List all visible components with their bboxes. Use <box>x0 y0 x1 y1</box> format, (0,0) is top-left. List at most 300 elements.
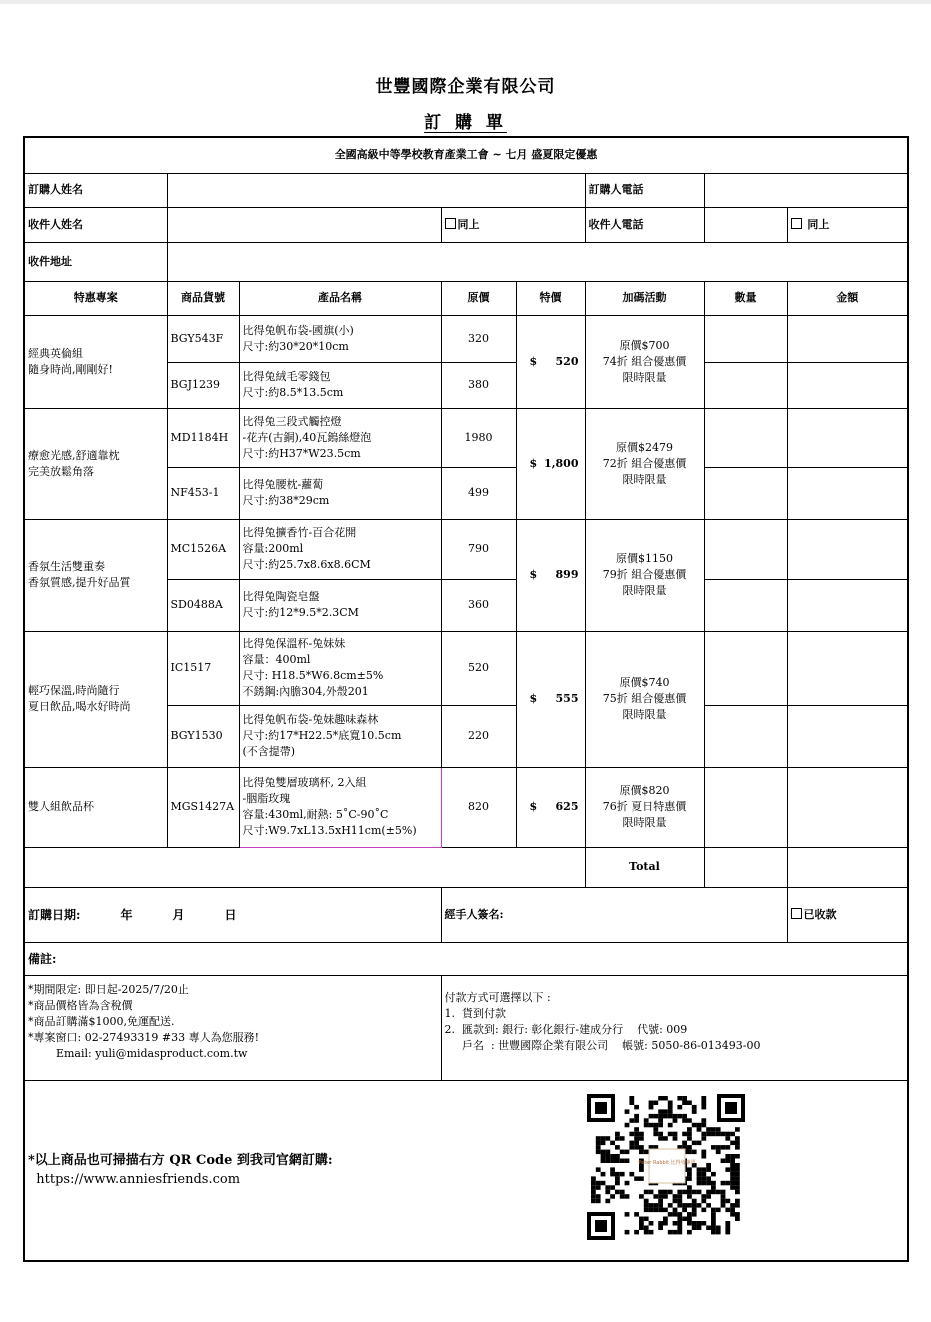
qr-module <box>677 1221 682 1226</box>
qr-module <box>658 1198 663 1203</box>
form-title: 訂 購 單 <box>424 113 507 133</box>
qr-module <box>663 1136 668 1141</box>
col-header-amount: 金額 <box>787 281 908 315</box>
column-header-row <box>24 281 908 315</box>
note-line: *期間限定: 即日起-2025/7/20止 <box>28 982 189 996</box>
qr-module <box>735 1180 740 1185</box>
qty-field[interactable] <box>704 767 787 847</box>
qr-module <box>605 1185 610 1190</box>
qty-field[interactable] <box>704 579 787 631</box>
product-name: 比得兔雙層玻璃杯, 2入組 -胭脂玫瑰 容量:430ml,耐熱: 5˚C-90˚C 尺寸:W9.7xL13.5xH11cm(±5%) <box>239 767 441 847</box>
qr-module <box>697 1189 702 1194</box>
qr-module <box>701 1096 706 1101</box>
qty-field[interactable] <box>704 631 787 705</box>
qr-module <box>610 1185 615 1190</box>
product-code: BGY543F <box>167 315 239 362</box>
total-spacer <box>24 847 585 887</box>
qr-module <box>682 1189 687 1194</box>
qr-module <box>591 1189 596 1194</box>
qr-module <box>673 1131 678 1136</box>
qr-module <box>653 1207 658 1212</box>
qr-module <box>629 1145 634 1150</box>
product-name: 比得兔帆布袋-兔妹趣味森林 尺寸:約17*H22.5*底寬10.5cm (不含提帶) <box>239 705 441 767</box>
qr-module <box>692 1104 697 1109</box>
qr-module <box>677 1096 682 1101</box>
qr-module <box>687 1167 692 1172</box>
qr-module <box>725 1145 730 1150</box>
qr-module <box>725 1229 730 1234</box>
remarks-label: 備註: <box>24 942 908 975</box>
qr-cell <box>516 1080 908 1261</box>
product-code: MGS1427A <box>167 767 239 847</box>
amount-field[interactable] <box>787 705 908 767</box>
qr-module <box>677 1189 682 1194</box>
checkbox-icon[interactable] <box>791 218 802 229</box>
qr-module <box>721 1131 726 1136</box>
qr-module <box>725 1154 730 1159</box>
qr-module <box>668 1229 673 1234</box>
qr-module <box>721 1189 726 1194</box>
col-header-name: 產品名稱 <box>239 281 441 315</box>
qr-module <box>716 1131 721 1136</box>
remarks-row <box>24 942 908 975</box>
qr-module <box>658 1221 663 1226</box>
qr-module <box>658 1225 663 1230</box>
qr-module <box>663 1096 668 1101</box>
qr-module <box>697 1171 702 1176</box>
qr-module <box>677 1104 682 1109</box>
product-row <box>24 519 908 579</box>
website-link[interactable]: https://www.anniesfriends.com <box>28 1172 241 1188</box>
qr-module <box>591 1185 596 1190</box>
qty-field[interactable] <box>704 705 787 767</box>
payment-line: 2. 匯款到: 銀行: 彰化銀行-建成分行 代號: 009 <box>444 1022 688 1036</box>
qr-module <box>663 1194 668 1199</box>
qr-module <box>658 1194 663 1199</box>
qr-module <box>596 1180 601 1185</box>
qr-module <box>653 1194 658 1199</box>
qr-module <box>601 1180 606 1185</box>
qr-module <box>625 1158 630 1163</box>
special-price: $ 1,800 <box>516 408 585 519</box>
qr-module <box>692 1189 697 1194</box>
qr-module <box>701 1136 706 1141</box>
qr-module <box>668 1212 673 1217</box>
qr-module <box>649 1229 654 1234</box>
qr-module <box>706 1180 711 1185</box>
qr-module <box>692 1221 697 1226</box>
receiver-row <box>24 207 908 242</box>
qr-module <box>716 1229 721 1234</box>
col-header-bonus: 加碼活動 <box>585 281 704 315</box>
qr-module <box>649 1221 654 1226</box>
qr-module <box>658 1109 663 1114</box>
qr-module <box>610 1167 615 1172</box>
qr-module <box>706 1131 711 1136</box>
qr-module <box>697 1221 702 1226</box>
qr-module <box>615 1136 620 1141</box>
product-row <box>24 767 908 847</box>
qr-module <box>716 1207 721 1212</box>
qr-module <box>605 1136 610 1141</box>
qr-module <box>668 1122 673 1127</box>
qr-module <box>644 1216 649 1221</box>
receiver-phone-field[interactable] <box>704 207 787 242</box>
product-code: IC1517 <box>167 631 239 705</box>
qr-module <box>634 1104 639 1109</box>
checkbox-icon[interactable] <box>445 218 456 229</box>
qr-module <box>591 1194 596 1199</box>
qr-module <box>692 1140 697 1145</box>
checkbox-icon[interactable] <box>791 908 802 919</box>
qr-module <box>725 1221 730 1226</box>
amount-field[interactable] <box>787 767 908 847</box>
qr-module <box>663 1207 668 1212</box>
qr-module <box>610 1171 615 1176</box>
qr-module <box>644 1118 649 1123</box>
qr-module <box>663 1189 668 1194</box>
qr-module <box>634 1136 639 1141</box>
qr-module <box>658 1203 663 1208</box>
qr-module <box>687 1216 692 1221</box>
qr-module <box>644 1149 649 1154</box>
qr-module <box>605 1154 610 1159</box>
qr-module <box>677 1203 682 1208</box>
qr-module <box>701 1104 706 1109</box>
qr-module <box>697 1122 702 1127</box>
qr-module <box>634 1118 639 1123</box>
qr-module <box>725 1207 730 1212</box>
qr-module <box>634 1229 639 1234</box>
product-code: BGJ1239 <box>167 362 239 408</box>
qr-module <box>677 1194 682 1199</box>
qr-module <box>701 1176 706 1181</box>
group-title: 輕巧保溫,時尚隨行 夏日飲品,喝水好時尚 <box>24 631 167 767</box>
qr-module <box>735 1198 740 1203</box>
amount-field[interactable] <box>787 631 908 705</box>
qr-module <box>716 1149 721 1154</box>
qr-module <box>644 1122 649 1127</box>
qr-module <box>687 1176 692 1181</box>
qty-field[interactable] <box>704 519 787 579</box>
qr-module <box>692 1225 697 1230</box>
total-row <box>24 847 908 887</box>
qr-module <box>596 1140 601 1145</box>
qr-module <box>601 1171 606 1176</box>
qr-module <box>653 1131 658 1136</box>
qr-module <box>634 1127 639 1132</box>
qr-module <box>625 1109 630 1114</box>
qr-note: *以上商品也可掃描右方 QR Code 到我司官網訂購: https://www.anniesfriends.com <box>24 1080 516 1261</box>
qr-module <box>658 1136 663 1141</box>
qr-module <box>721 1145 726 1150</box>
same-as-buyer-phone[interactable]: 同上 <box>787 207 908 242</box>
qr-module <box>706 1163 711 1168</box>
qr-module <box>605 1198 610 1203</box>
date-signature-row <box>24 887 908 942</box>
qr-module <box>735 1185 740 1190</box>
qr-module <box>601 1154 606 1159</box>
qr-module <box>687 1100 692 1105</box>
qr-module <box>639 1136 644 1141</box>
qty-field[interactable] <box>704 408 787 467</box>
original-price: 360 <box>441 579 516 631</box>
qr-module <box>591 1180 596 1185</box>
qr-module <box>634 1113 639 1118</box>
qr-module <box>673 1212 678 1217</box>
qr-module <box>725 1136 730 1141</box>
qr-module <box>673 1113 678 1118</box>
qr-module <box>677 1113 682 1118</box>
qr-module <box>711 1127 716 1132</box>
qr-module <box>649 1122 654 1127</box>
qr-module <box>668 1131 673 1136</box>
qr-module <box>711 1189 716 1194</box>
qr-module <box>687 1127 692 1132</box>
product-name: 比得兔腰枕-蘿蔔 尺寸:約38*29cm <box>239 467 441 519</box>
qr-module <box>687 1145 692 1150</box>
qr-module <box>658 1207 663 1212</box>
qr-module <box>721 1203 726 1208</box>
qr-module <box>687 1221 692 1226</box>
qr-module <box>730 1176 735 1181</box>
col-header-special: 特價 <box>516 281 585 315</box>
qr-module <box>634 1212 639 1217</box>
special-price: $ 899 <box>516 519 585 631</box>
handler-signature[interactable]: 經手人簽名: <box>441 887 787 942</box>
receiver-name-field[interactable] <box>167 207 441 242</box>
qr-module <box>673 1221 678 1226</box>
qr-module <box>687 1203 692 1208</box>
note-line: *專案窗口: 02-27493319 #33 專人為您服務! <box>28 1030 260 1044</box>
product-row <box>24 315 908 362</box>
buyer-name-field[interactable] <box>167 173 585 207</box>
original-price: 1980 <box>441 408 516 467</box>
qr-module <box>721 1198 726 1203</box>
qr-module <box>711 1212 716 1217</box>
qr-module <box>673 1229 678 1234</box>
amount-field[interactable] <box>787 519 908 579</box>
qr-module <box>610 1154 615 1159</box>
notes-row <box>24 975 908 1080</box>
qr-module <box>658 1118 663 1123</box>
qr-module <box>721 1180 726 1185</box>
payment-line: 付款方式可選擇以下 : <box>444 990 551 1004</box>
qr-module <box>615 1131 620 1136</box>
group-title: 經典英倫組 隨身時尚,剛剛好! <box>24 315 167 408</box>
qr-module <box>629 1096 634 1101</box>
product-name: 比得兔保溫杯-兔妹妹 容量：400ml 尺寸: H18.5*W6.8cm±5% 不銹鋼:內膽304,外殼201 <box>239 631 441 705</box>
product-code: NF453-1 <box>167 467 239 519</box>
qr-module <box>706 1194 711 1199</box>
qr-module <box>692 1122 697 1127</box>
qr-module <box>673 1207 678 1212</box>
original-price: 790 <box>441 519 516 579</box>
qr-module <box>730 1203 735 1208</box>
qr-module <box>668 1100 673 1105</box>
qr-module <box>687 1189 692 1194</box>
bonus-offer: 原價$820 76折 夏日特惠價 限時限量 <box>585 767 704 847</box>
qr-module <box>639 1149 644 1154</box>
qr-module <box>596 1194 601 1199</box>
qr-module <box>596 1136 601 1141</box>
qr-module <box>591 1176 596 1181</box>
buyer-phone-field[interactable] <box>704 173 908 207</box>
same-as-buyer-name[interactable]: 同上 <box>441 207 585 242</box>
qr-module <box>601 1140 606 1145</box>
qr-module <box>716 1225 721 1230</box>
qr-module <box>682 1140 687 1145</box>
group-title: 療愈光感,舒適靠枕 完美放鬆角落 <box>24 408 167 519</box>
qr-module <box>644 1203 649 1208</box>
qr-module <box>711 1221 716 1226</box>
qr-module <box>697 1180 702 1185</box>
amount-field[interactable] <box>787 579 908 631</box>
qr-module <box>692 1207 697 1212</box>
qr-code[interactable] <box>586 1093 746 1241</box>
qr-module <box>605 1149 610 1154</box>
qr-module <box>629 1171 634 1176</box>
qr-module <box>701 1118 706 1123</box>
qr-module <box>668 1104 673 1109</box>
qr-module <box>701 1171 706 1176</box>
qr-module <box>663 1109 668 1114</box>
buyer-phone-label: 訂購人電話 <box>585 173 704 207</box>
order-date[interactable]: 訂購日期: 年 月 日 <box>24 887 441 942</box>
qr-module <box>725 1180 730 1185</box>
qr-module <box>687 1212 692 1217</box>
banner-title: 全國高級中等學校教育產業工會 ~ 七月 盛夏限定優惠 <box>24 137 908 173</box>
qr-module <box>591 1198 596 1203</box>
qr-module <box>735 1154 740 1159</box>
qr-module <box>735 1189 740 1194</box>
qr-module <box>721 1158 726 1163</box>
qr-module <box>735 1140 740 1145</box>
qr-module <box>701 1207 706 1212</box>
qr-module <box>725 1198 730 1203</box>
amount-field[interactable] <box>787 467 908 519</box>
qr-module <box>649 1189 654 1194</box>
qr-module <box>625 1194 630 1199</box>
qr-module <box>649 1100 654 1105</box>
original-price: 380 <box>441 362 516 408</box>
qr-module <box>668 1113 673 1118</box>
qr-module <box>658 1189 663 1194</box>
qr-module <box>735 1176 740 1181</box>
qr-module <box>615 1158 620 1163</box>
bonus-offer: 原價$700 74折 組合優惠價 限時限量 <box>585 315 704 408</box>
qr-module <box>615 1154 620 1159</box>
qty-field[interactable] <box>704 315 787 362</box>
qr-module <box>677 1225 682 1230</box>
qr-module <box>692 1109 697 1114</box>
bonus-offer: 原價$2479 72折 組合優惠價 限時限量 <box>585 408 704 519</box>
qr-module <box>663 1113 668 1118</box>
product-name: 比得兔絨毛零錢包 尺寸:約8.5*13.5cm <box>239 362 441 408</box>
qr-module <box>663 1216 668 1221</box>
qr-module <box>634 1145 639 1150</box>
total-qty-field[interactable] <box>704 847 787 887</box>
qr-module <box>677 1198 682 1203</box>
qr-module <box>735 1212 740 1217</box>
qr-module <box>692 1149 697 1154</box>
qr-module <box>730 1140 735 1145</box>
qr-module <box>644 1198 649 1203</box>
qty-field[interactable] <box>704 467 787 519</box>
qr-module <box>596 1185 601 1190</box>
qr-module <box>701 1221 706 1226</box>
qr-module <box>721 1194 726 1199</box>
qr-module <box>673 1136 678 1141</box>
qr-module <box>649 1104 654 1109</box>
qr-module <box>677 1216 682 1221</box>
qr-module <box>711 1207 716 1212</box>
qr-module <box>601 1149 606 1154</box>
buyer-row <box>24 173 908 207</box>
qr-module <box>735 1163 740 1168</box>
notes-list <box>24 975 441 1080</box>
payment-line: 1. 貨到付款 <box>444 1006 506 1020</box>
original-price: 320 <box>441 315 516 362</box>
qty-field[interactable] <box>704 362 787 408</box>
qr-module <box>596 1167 601 1172</box>
original-price: 820 <box>441 767 516 847</box>
qr-module <box>625 1149 630 1154</box>
qr-module <box>649 1207 654 1212</box>
qr-module <box>653 1113 658 1118</box>
qr-module <box>639 1194 644 1199</box>
product-code: MD1184H <box>167 408 239 467</box>
address-field[interactable] <box>167 242 908 281</box>
qr-module <box>706 1189 711 1194</box>
qr-module <box>701 1100 706 1105</box>
qr-module <box>634 1140 639 1145</box>
qr-module <box>629 1100 634 1105</box>
paid-checkbox[interactable]: 已收款 <box>787 887 908 942</box>
qr-module <box>629 1140 634 1145</box>
qr-module <box>668 1203 673 1208</box>
total-amount-field[interactable] <box>787 847 908 887</box>
qr-module <box>697 1127 702 1132</box>
qr-module <box>605 1189 610 1194</box>
note-line: *商品價格皆為含稅價 <box>28 998 133 1012</box>
qr-module <box>639 1131 644 1136</box>
qr-module <box>649 1203 654 1208</box>
banner-row <box>24 137 908 173</box>
bonus-offer: 原價$740 75折 組合優惠價 限時限量 <box>585 631 704 767</box>
group-title: 香氛生活雙重奏 香氛質感,提升好品質 <box>24 519 167 631</box>
qr-module <box>644 1207 649 1212</box>
qr-module <box>730 1180 735 1185</box>
amount-field[interactable] <box>787 362 908 408</box>
qr-module <box>735 1216 740 1221</box>
qr-module <box>692 1203 697 1208</box>
qr-module <box>730 1158 735 1163</box>
qr-module <box>687 1136 692 1141</box>
qr-module <box>682 1207 687 1212</box>
qr-module <box>620 1171 625 1176</box>
amount-field[interactable] <box>787 315 908 362</box>
qr-module <box>668 1189 673 1194</box>
col-header-promo: 特惠專案 <box>24 281 167 315</box>
qr-module <box>596 1145 601 1150</box>
qr-module <box>620 1136 625 1141</box>
product-name: 比得兔帆布袋-國旗(小) 尺寸:約30*20*10cm <box>239 315 441 362</box>
amount-field[interactable] <box>787 408 908 467</box>
qr-module <box>620 1194 625 1199</box>
qr-module <box>701 1149 706 1154</box>
qr-module <box>615 1171 620 1176</box>
